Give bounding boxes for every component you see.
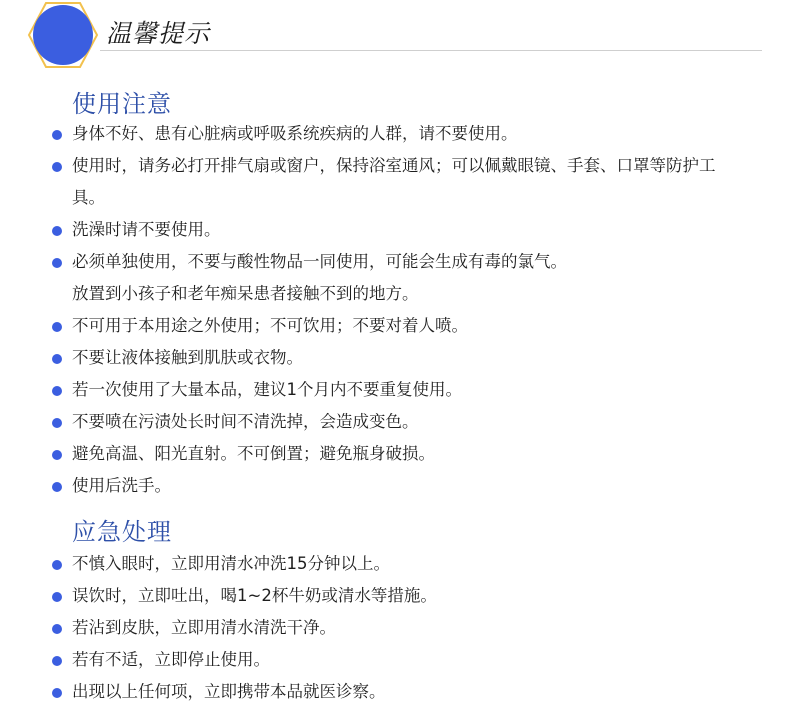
section-title-emergency: 应急处理 xyxy=(72,518,172,546)
list-item-text: 不要喷在污渍处长时间不清洗掉，会造成变色。 xyxy=(72,412,419,431)
list-item xyxy=(0,342,732,374)
list-item xyxy=(0,214,732,246)
bullet-icon xyxy=(52,482,62,492)
bullet-icon xyxy=(52,418,62,428)
list-item xyxy=(0,374,732,406)
list-item xyxy=(0,150,732,214)
list-item-text: 使用后洗手。 xyxy=(72,476,171,495)
list-item-text: 不可用于本用途之外使用；不可饮用；不要对着人喷。 xyxy=(72,316,468,335)
hexagon-badge-icon xyxy=(26,0,100,70)
bullet-icon xyxy=(52,592,62,602)
list-item-text: 不要让液体接触到肌肤或衣物。 xyxy=(72,348,303,367)
list-item xyxy=(0,310,732,342)
list-item-text: 洗澡时请不要使用。 xyxy=(72,220,221,239)
list-item-text: 避免高温、阳光直射。不可倒置；避免瓶身破损。 xyxy=(72,444,435,463)
list-item xyxy=(0,580,732,612)
list-item-text: 若一次使用了大量本品，建议1个月内不要重复使用。 xyxy=(72,380,462,399)
list-item xyxy=(0,278,732,310)
bullet-icon xyxy=(52,386,62,396)
bullet-icon xyxy=(52,688,62,698)
list-item-text: 出现以上任何项，立即携带本品就医诊察。 xyxy=(72,682,386,701)
list-item xyxy=(0,548,732,580)
bullet-icon xyxy=(52,322,62,332)
list-item xyxy=(0,438,732,470)
list-item-text: 使用时，请务必打开排气扇或窗户，保持浴室通风；可以佩戴眼镜、手套、口罩等防护工具。 xyxy=(72,156,716,207)
bullet-icon xyxy=(52,656,62,666)
section-title-usage: 使用注意 xyxy=(72,90,172,118)
list-item-text: 若沾到皮肤，立即用清水清洗干净。 xyxy=(72,618,336,637)
list-item-text: 身体不好、患有心脏病或呼吸系统疾病的人群，请不要使用。 xyxy=(72,124,518,143)
list-item-text: 误饮时，立即吐出，喝1~2杯牛奶或清水等措施。 xyxy=(72,586,437,605)
list-item xyxy=(0,612,732,644)
list-item xyxy=(0,246,732,278)
list-item-text: 若有不适，立即停止使用。 xyxy=(72,650,270,669)
list-item xyxy=(0,118,732,150)
list-item-text: 不慎入眼时，立即用清水冲洗15分钟以上。 xyxy=(72,554,390,573)
list-item-text: 必须单独使用，不要与酸性物品一同使用，可能会生成有毒的氯气。 xyxy=(72,252,567,271)
list-item xyxy=(0,644,732,676)
bullet-icon xyxy=(52,258,62,268)
header-title: 温馨提示 xyxy=(106,19,211,48)
usage-list xyxy=(0,118,732,502)
emergency-list xyxy=(0,548,732,708)
bullet-icon xyxy=(52,162,62,172)
bullet-icon xyxy=(52,130,62,140)
header xyxy=(0,0,790,70)
list-item xyxy=(0,676,732,708)
list-item-text: 放置到小孩子和老年痴呆患者接触不到的地方。 xyxy=(72,284,419,303)
bullet-icon xyxy=(52,560,62,570)
bullet-icon xyxy=(52,450,62,460)
bullet-icon xyxy=(52,226,62,236)
header-divider xyxy=(100,50,762,51)
bullet-icon xyxy=(52,624,62,634)
list-item xyxy=(0,470,732,502)
bullet-icon xyxy=(52,354,62,364)
list-item xyxy=(0,406,732,438)
